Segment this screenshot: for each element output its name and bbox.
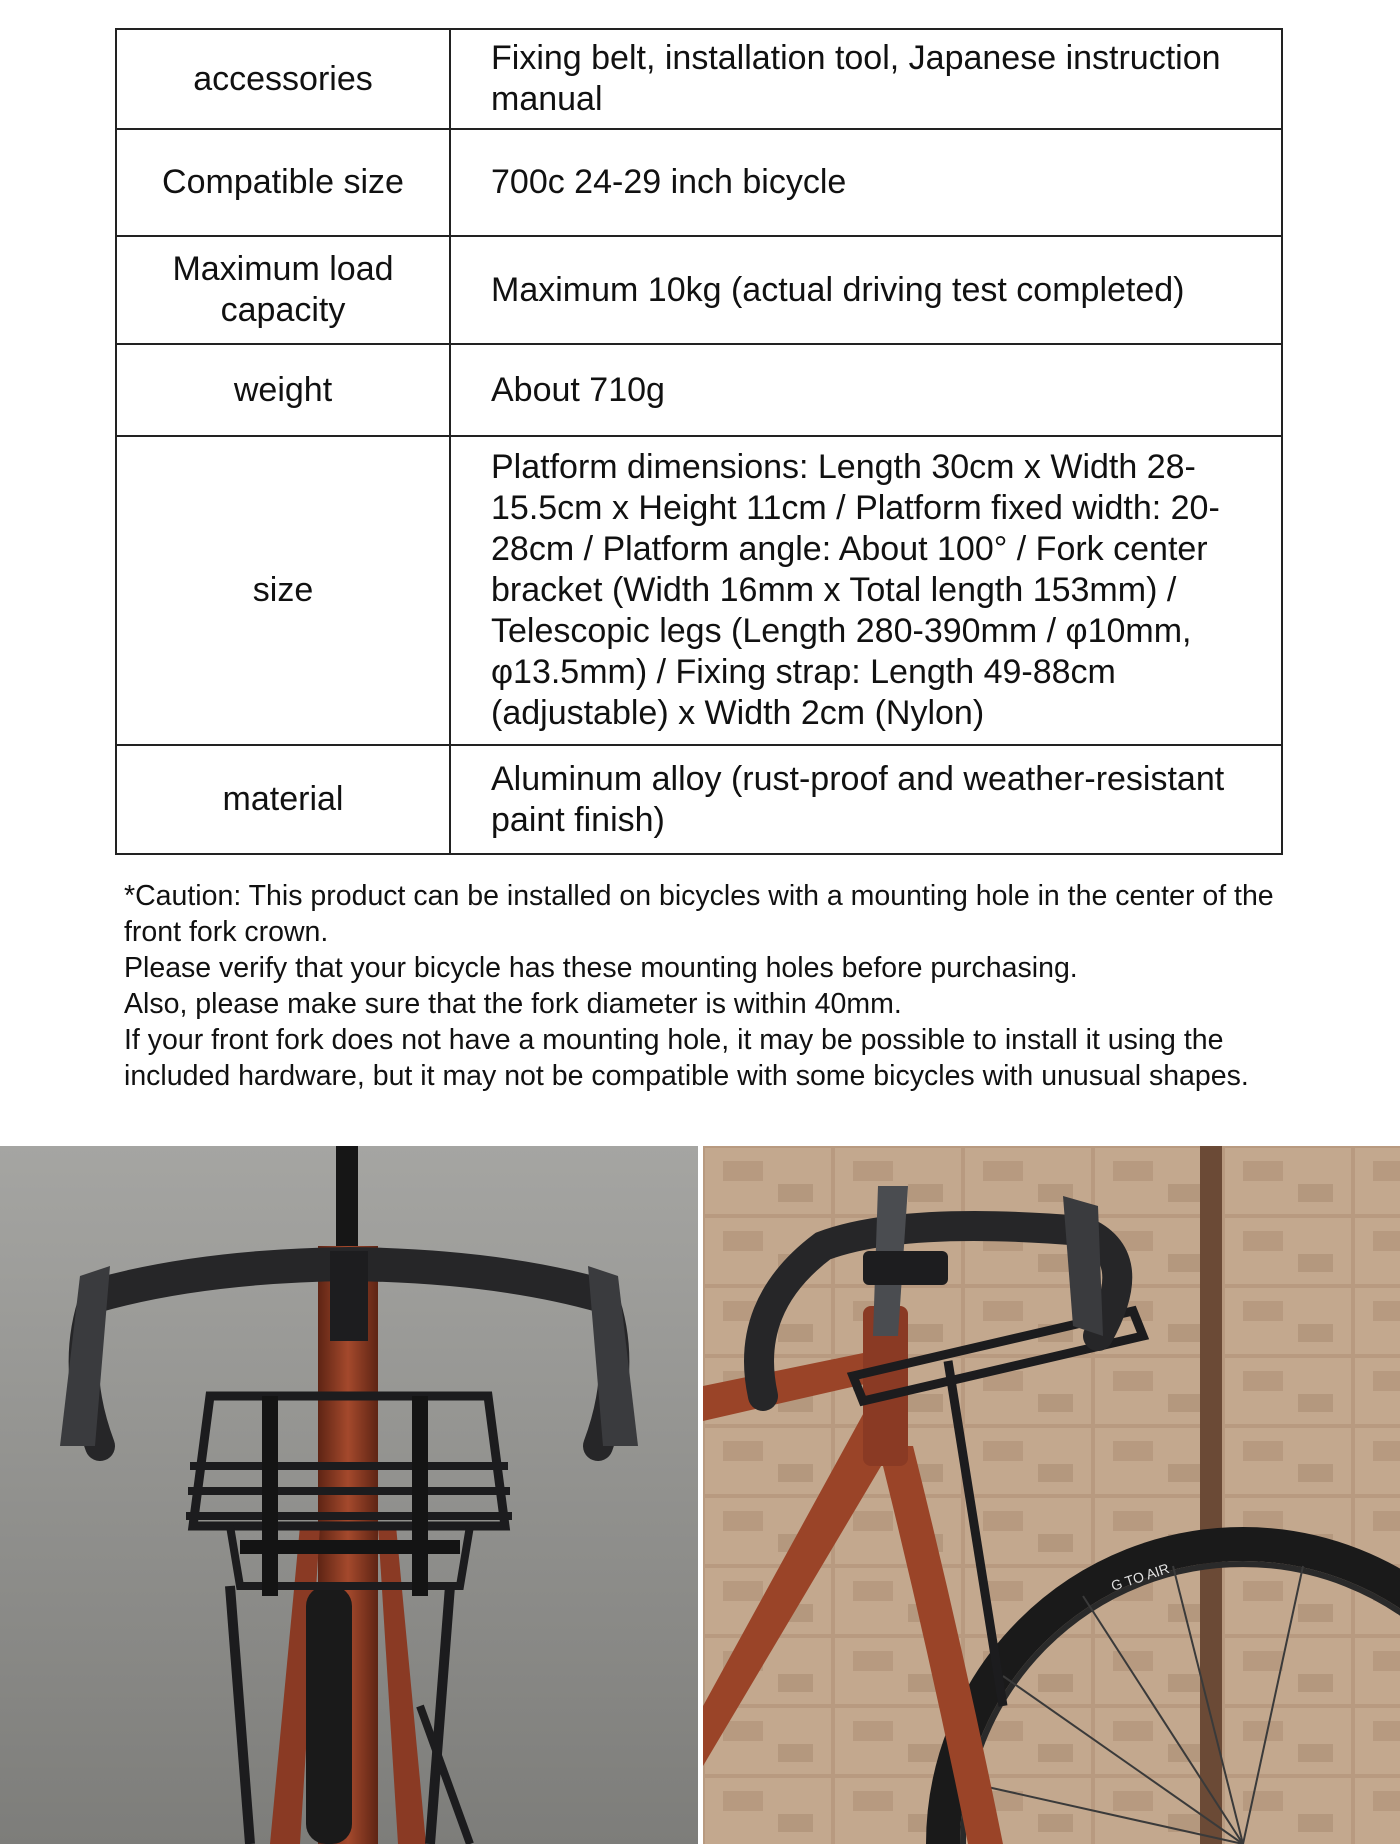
strap-left	[262, 1396, 278, 1596]
caution-line: Please verify that your bicycle has these mounting holes before purchasing.	[124, 952, 1078, 984]
photo-side-view	[703, 1146, 1400, 1844]
spec-row-max-load	[116, 236, 1282, 344]
drain-pipe	[1200, 1146, 1222, 1844]
front-tire	[306, 1586, 352, 1844]
strap-right	[412, 1396, 428, 1596]
spec-label: Compatible size	[116, 129, 450, 236]
side-view-illustration	[703, 1146, 1400, 1844]
spec-row-accessories	[116, 29, 1282, 129]
stem	[330, 1251, 368, 1341]
photo-front-view	[0, 1146, 698, 1844]
strap-cross	[240, 1540, 460, 1554]
spec-row-compatible-size	[116, 129, 1282, 236]
spec-label: weight	[116, 344, 450, 436]
spec-label: size	[116, 436, 450, 745]
stem	[863, 1251, 948, 1285]
spec-value: Maximum 10kg (actual driving test completed)	[450, 236, 1282, 344]
spec-label: material	[116, 745, 450, 854]
caution-line: *Caution: This product can be installed on bicycles with a mounting hole in the center of the front fork crown.	[124, 880, 1274, 948]
caution-note	[124, 878, 1284, 1094]
spec-value: 700c 24-29 inch bicycle	[450, 129, 1282, 236]
tire-brand-label: G TO AIR	[1108, 1560, 1172, 1594]
spec-value: About 710g	[450, 344, 1282, 436]
spec-row-weight	[116, 344, 1282, 436]
spec-value: Aluminum alloy (rust-proof and weather-resistant paint finish)	[450, 745, 1282, 854]
spec-row-size	[116, 436, 1282, 745]
front-view-illustration	[0, 1146, 698, 1844]
seatpost	[336, 1146, 358, 1246]
spec-row-material	[116, 745, 1282, 854]
spec-value: Platform dimensions: Length 30cm x Width 28-15.5cm x Height 11cm / Platform fixed width: 20-28cm / Platform angle: About 100° / Fork center bracket (Width 16mm x Total length 153mm) / Telescopic legs (Length 280-390mm / φ10mm, φ13.5mm) / Fixing strap: Length 49-88cm (adjustable) x Width 2cm (Nylon)	[450, 436, 1282, 745]
spec-table	[115, 28, 1283, 855]
spec-label: Maximum load capacity	[116, 236, 450, 344]
caution-line: Also, please make sure that the fork diameter is within 40mm.	[124, 988, 902, 1020]
caution-line: If your front fork does not have a mounting hole, it may be possible to install it using the included hardware, but it may not be compatible with some bicycles with unusual shapes.	[124, 1024, 1249, 1092]
spec-label: accessories	[116, 29, 450, 129]
spec-value: Fixing belt, installation tool, Japanese instruction manual	[450, 29, 1282, 129]
